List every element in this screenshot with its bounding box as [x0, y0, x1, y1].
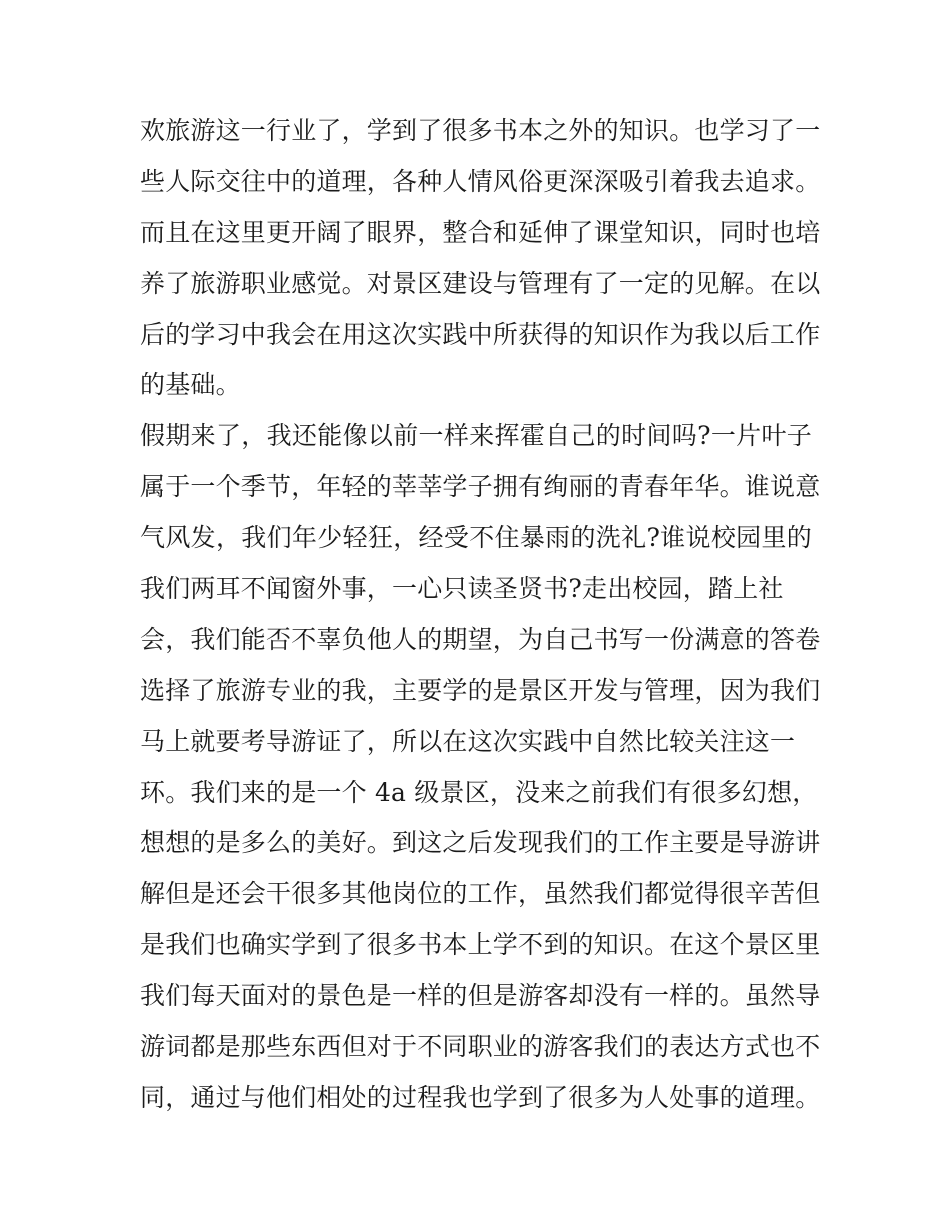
- document-body: [140, 106, 821, 1124]
- text-line: 马上就要考导游证了，所以在这次实践中自然比较关注这一: [140, 726, 796, 756]
- text-line: 属于一个季节，年轻的莘莘学子拥有绚丽的青春年华。谁说意: [140, 472, 821, 502]
- text-line: 养了旅游职业感觉。对景区建设与管理有了一定的见解。在以: [140, 268, 821, 298]
- text-line: 游词都是那些东西但对于不同职业的游客我们的表达方式也不: [140, 1032, 821, 1062]
- text-line: 解但是还会干很多其他岗位的工作，虽然我们都觉得很辛苦但: [140, 879, 821, 909]
- text-line: 我们每天面对的景色是一样的但是游客却没有一样的。虽然导: [140, 981, 821, 1011]
- text-line: 是我们也确实学到了很多书本上学不到的知识。在这个景区里: [140, 930, 821, 960]
- text-line: 假期来了，我还能像以前一样来挥霍自己的时间吗?一片叶子: [140, 421, 812, 451]
- text-line: 后的学习中我会在用这次实践中所获得的知识作为我以后工作: [140, 319, 821, 349]
- text-line: 我们两耳不闻窗外事，一心只读圣贤书?走出校园，踏上社: [140, 574, 784, 604]
- text-line: 选择了旅游专业的我，主要学的是景区开发与管理，因为我们: [140, 675, 821, 705]
- text-line: 的基础。: [140, 370, 241, 400]
- text-line: 些人际交往中的道理，各种人情风俗更深深吸引着我去追求。: [140, 166, 821, 196]
- text-line: 会，我们能否不辜负他人的期望，为自己书写一份满意的答卷: [140, 624, 821, 654]
- text-line: 想想的是多么的美好。到这之后发现我们的工作主要是导游讲: [140, 828, 821, 858]
- text-line: 同，通过与他们相处的过程我也学到了很多为人处事的道理。: [140, 1082, 821, 1112]
- text-line: 气风发，我们年少轻狂，经受不住暴雨的洗礼?谁说校园里的: [140, 523, 812, 553]
- text-line: 欢旅游这一行业了，学到了很多书本之外的知识。也学习了一: [140, 116, 821, 145]
- text-line: 环。我们来的是一个 4a 级景区，没来之前我们有很多幻想，: [140, 777, 818, 807]
- text-line: 而且在这里更开阔了眼界，整合和延伸了课堂知识，同时也培: [140, 217, 821, 247]
